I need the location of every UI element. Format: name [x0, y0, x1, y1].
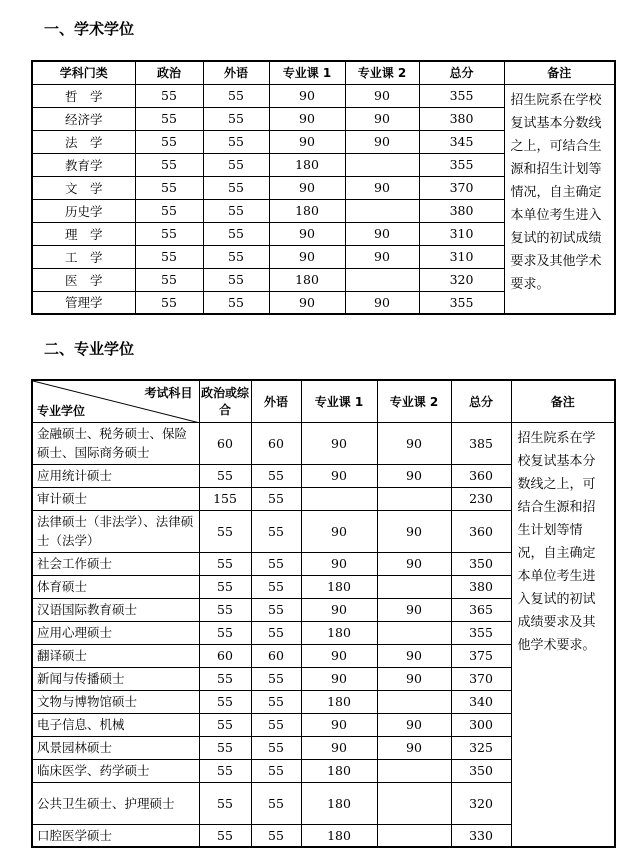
score-cell: 180: [301, 824, 377, 847]
score-cell: 180: [301, 690, 377, 713]
score-cell: 55: [251, 464, 301, 487]
score-cell: 55: [203, 222, 269, 245]
score-cell: 365: [451, 598, 511, 621]
score-cell: 155: [199, 487, 251, 510]
score-cell: 55: [251, 736, 301, 759]
degree-cell: 汉语国际教育硕士: [32, 598, 199, 621]
degree-cell: 口腔医学硕士: [32, 824, 199, 847]
score-cell: 355: [419, 84, 504, 107]
score-cell: [345, 153, 419, 176]
score-cell: 90: [377, 464, 451, 487]
score-cell: 55: [135, 268, 203, 291]
score-cell: 55: [251, 621, 301, 644]
degree-cell: 社会工作硕士: [32, 552, 199, 575]
score-cell: 90: [377, 713, 451, 736]
score-cell: 55: [199, 713, 251, 736]
score-cell: 360: [451, 510, 511, 552]
score-cell: 55: [251, 598, 301, 621]
score-cell: 310: [419, 245, 504, 268]
score-cell: 55: [199, 598, 251, 621]
score-cell: 90: [345, 222, 419, 245]
score-cell: 55: [251, 690, 301, 713]
degree-cell: 金融硕士、税务硕士、保险硕士、国际商务硕士: [32, 422, 199, 464]
score-cell: 55: [135, 84, 203, 107]
score-cell: [377, 621, 451, 644]
score-cell: 380: [451, 575, 511, 598]
table1-header-cell: 专业课 2: [345, 61, 419, 84]
score-cell: 90: [377, 667, 451, 690]
degree-cell: 新闻与传播硕士: [32, 667, 199, 690]
table2-row: [32, 422, 615, 464]
score-cell: 55: [135, 107, 203, 130]
score-cell: [377, 782, 451, 824]
subject-cell: 理 学: [32, 222, 135, 245]
score-cell: [377, 824, 451, 847]
subject-cell: 教育学: [32, 153, 135, 176]
score-cell: 340: [451, 690, 511, 713]
table1-header-cell: 外语: [203, 61, 269, 84]
score-cell: 55: [199, 552, 251, 575]
section1-title: 一、学术学位: [44, 20, 135, 38]
score-cell: 90: [345, 176, 419, 199]
degree-cell: 法律硕士（非法学）、法律硕士（法学）: [32, 510, 199, 552]
score-cell: 55: [203, 130, 269, 153]
subject-cell: 经济学: [32, 107, 135, 130]
score-cell: 90: [301, 598, 377, 621]
score-cell: 55: [199, 690, 251, 713]
score-cell: 55: [199, 736, 251, 759]
score-cell: 55: [199, 464, 251, 487]
score-cell: 55: [251, 667, 301, 690]
score-cell: 90: [301, 464, 377, 487]
score-cell: 90: [377, 510, 451, 552]
score-cell: 380: [419, 107, 504, 130]
score-cell: 55: [199, 759, 251, 782]
score-cell: 60: [251, 644, 301, 667]
degree-cell: 应用心理硕士: [32, 621, 199, 644]
table1-header-cell: 学科门类: [32, 61, 135, 84]
score-cell: 55: [199, 575, 251, 598]
score-cell: 310: [419, 222, 504, 245]
score-cell: 90: [269, 84, 345, 107]
subject-cell: 哲 学: [32, 84, 135, 107]
table2-header-cell: 政治或综合: [199, 380, 251, 422]
score-cell: 300: [451, 713, 511, 736]
score-cell: 180: [301, 759, 377, 782]
subject-cell: 文 学: [32, 176, 135, 199]
score-cell: 90: [377, 736, 451, 759]
table2-note: 招生院系在学校复试基本分数线之上，可结合生源和招生计划等情况，自主确定本单位考生进入复试的初试成绩要求及其他学术要求。: [511, 422, 615, 847]
score-cell: 180: [301, 782, 377, 824]
score-cell: [345, 199, 419, 222]
table1-header-cell: 专业课 1: [269, 61, 345, 84]
score-cell: 90: [345, 245, 419, 268]
score-cell: 90: [345, 130, 419, 153]
table1-row: [32, 84, 615, 107]
score-cell: 350: [451, 759, 511, 782]
score-cell: 55: [203, 84, 269, 107]
score-cell: 320: [419, 268, 504, 291]
score-cell: 370: [451, 667, 511, 690]
header-exam-subjects: 考试科目: [144, 386, 193, 400]
score-cell: 90: [269, 222, 345, 245]
score-cell: 380: [419, 199, 504, 222]
score-cell: 55: [203, 199, 269, 222]
score-cell: 90: [269, 107, 345, 130]
score-cell: 55: [203, 176, 269, 199]
score-cell: 350: [451, 552, 511, 575]
score-cell: [377, 487, 451, 510]
score-cell: 55: [251, 575, 301, 598]
degree-cell: 风景园林硕士: [32, 736, 199, 759]
table2-header-cell: 外语: [251, 380, 301, 422]
degree-cell: 公共卫生硕士、护理硕士: [32, 782, 199, 824]
score-cell: 320: [451, 782, 511, 824]
degree-cell: 应用统计硕士: [32, 464, 199, 487]
score-cell: 355: [451, 621, 511, 644]
score-cell: 90: [301, 422, 377, 464]
score-cell: 90: [377, 644, 451, 667]
score-cell: 90: [377, 598, 451, 621]
score-cell: 375: [451, 644, 511, 667]
table2-header-cell: 专业课 2: [377, 380, 451, 422]
table1-header-cell: 政治: [135, 61, 203, 84]
score-cell: 55: [199, 782, 251, 824]
score-cell: 90: [377, 552, 451, 575]
subject-cell: 管理学: [32, 291, 135, 314]
score-cell: [377, 575, 451, 598]
score-cell: 60: [251, 422, 301, 464]
degree-cell: 审计硕士: [32, 487, 199, 510]
score-cell: 180: [269, 153, 345, 176]
score-cell: 55: [135, 130, 203, 153]
score-cell: 180: [269, 199, 345, 222]
section2-title: 二、专业学位: [44, 340, 135, 358]
score-cell: 180: [269, 268, 345, 291]
score-cell: 55: [199, 824, 251, 847]
table2-header-cell: 备注: [511, 380, 615, 422]
score-cell: 55: [251, 510, 301, 552]
score-cell: 90: [269, 291, 345, 314]
score-cell: 360: [451, 464, 511, 487]
score-cell: 90: [269, 245, 345, 268]
score-cell: 330: [451, 824, 511, 847]
table1-note: 招生院系在学校复试基本分数线之上，可结合生源和招生计划等情况，自主确定本单位考生进入复试的初试成绩要求及其他学术要求。: [504, 84, 615, 314]
score-cell: [345, 268, 419, 291]
score-cell: 55: [135, 291, 203, 314]
subject-cell: 工 学: [32, 245, 135, 268]
header-degree-type: 专业学位: [37, 403, 86, 418]
score-cell: 230: [451, 487, 511, 510]
score-cell: 90: [301, 667, 377, 690]
score-cell: 55: [251, 713, 301, 736]
score-cell: 55: [203, 107, 269, 130]
score-cell: 355: [419, 153, 504, 176]
score-cell: 90: [345, 84, 419, 107]
score-cell: 55: [203, 153, 269, 176]
score-cell: 55: [135, 153, 203, 176]
score-cell: 370: [419, 176, 504, 199]
score-cell: [377, 759, 451, 782]
score-cell: 90: [301, 552, 377, 575]
professional-degree-table: [31, 379, 616, 848]
score-cell: 55: [135, 176, 203, 199]
degree-cell: 体育硕士: [32, 575, 199, 598]
score-cell: 55: [251, 487, 301, 510]
subject-cell: 历史学: [32, 199, 135, 222]
table2-header-cell: 专业课 1: [301, 380, 377, 422]
score-cell: 90: [269, 130, 345, 153]
subject-cell: 法 学: [32, 130, 135, 153]
score-cell: 55: [199, 667, 251, 690]
subject-cell: 医 学: [32, 268, 135, 291]
score-cell: 55: [199, 510, 251, 552]
score-cell: 345: [419, 130, 504, 153]
score-cell: 60: [199, 644, 251, 667]
score-cell: 90: [269, 176, 345, 199]
score-cell: 385: [451, 422, 511, 464]
score-cell: 55: [203, 291, 269, 314]
score-cell: 55: [135, 199, 203, 222]
score-cell: 55: [251, 759, 301, 782]
score-cell: 55: [251, 824, 301, 847]
score-cell: 90: [301, 510, 377, 552]
score-cell: 55: [251, 552, 301, 575]
score-cell: 55: [135, 245, 203, 268]
score-cell: 60: [199, 422, 251, 464]
score-cell: 55: [203, 268, 269, 291]
score-cell: 180: [301, 575, 377, 598]
score-cell: 180: [301, 621, 377, 644]
score-cell: 90: [301, 736, 377, 759]
score-cell: 55: [135, 222, 203, 245]
score-cell: 90: [301, 644, 377, 667]
academic-degree-table: [31, 60, 616, 315]
degree-cell: 文物与博物馆硕士: [32, 690, 199, 713]
header-corner-cell: [32, 380, 199, 422]
score-cell: 90: [345, 107, 419, 130]
score-cell: 55: [251, 782, 301, 824]
score-cell: 55: [199, 621, 251, 644]
degree-cell: 电子信息、机械: [32, 713, 199, 736]
score-cell: 325: [451, 736, 511, 759]
score-cell: 355: [419, 291, 504, 314]
score-cell: [301, 487, 377, 510]
score-cell: 90: [345, 291, 419, 314]
table2-header-cell: 总分: [451, 380, 511, 422]
table1-header-cell: 总分: [419, 61, 504, 84]
degree-cell: 翻译硕士: [32, 644, 199, 667]
degree-cell: 临床医学、药学硕士: [32, 759, 199, 782]
score-cell: 90: [301, 713, 377, 736]
score-cell: 90: [377, 422, 451, 464]
table1-header-cell: 备注: [504, 61, 615, 84]
score-cell: [377, 690, 451, 713]
score-cell: 55: [203, 245, 269, 268]
